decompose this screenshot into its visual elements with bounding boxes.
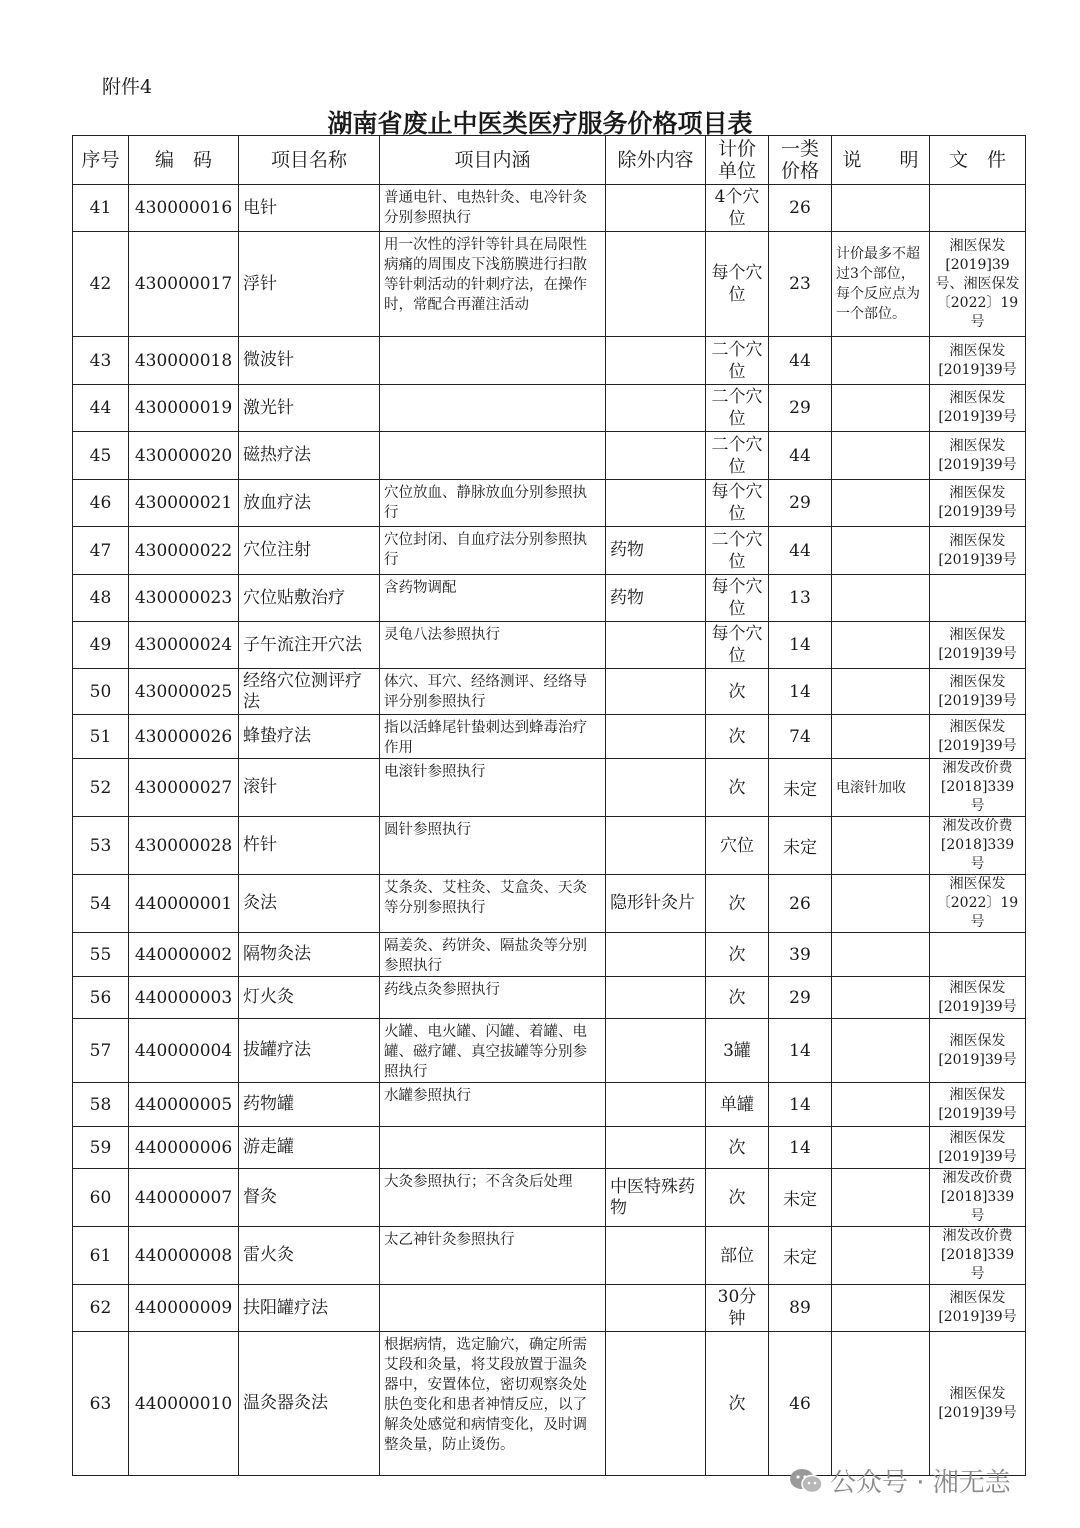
- table-row: [73, 817, 1026, 875]
- cell-note: [832, 1019, 930, 1083]
- cell-excluded: [606, 1019, 706, 1083]
- cell-content: 穴位封闭、自血疗法分别参照执行: [380, 527, 606, 575]
- wechat-icon: [788, 1467, 824, 1495]
- cell-code: 440000004: [129, 1019, 239, 1083]
- cell-doc: [930, 185, 1026, 232]
- cell-code: 430000023: [129, 575, 239, 622]
- cell-content: 太乙神针灸参照执行: [380, 1227, 606, 1285]
- cell-name: 灸法: [239, 875, 380, 933]
- cell-name: 扶阳罐疗法: [239, 1285, 380, 1332]
- cell-idx: 58: [73, 1083, 129, 1127]
- cell-price: 44: [769, 432, 832, 480]
- cell-excluded: [606, 337, 706, 385]
- cell-doc: [930, 575, 1026, 622]
- table-row: [73, 977, 1026, 1019]
- cell-excluded: [606, 1332, 706, 1476]
- cell-doc: 湘医保发[2019]39号: [930, 527, 1026, 575]
- cell-unit: 次: [706, 1332, 769, 1476]
- cell-code: 430000022: [129, 527, 239, 575]
- cell-name: 磁热疗法: [239, 432, 380, 480]
- cell-doc: 湘医保发[2019]39号: [930, 977, 1026, 1019]
- cell-note: [832, 933, 930, 977]
- cell-note: [832, 622, 930, 669]
- cell-price: 29: [769, 480, 832, 527]
- cell-doc: 湘医保发[2019]39号: [930, 1285, 1026, 1332]
- cell-excluded: 药物: [606, 527, 706, 575]
- cell-content: 用一次性的浮针等针具在局限性病痛的周围皮下浅筋膜进行扫散等针刺活动的针刺疗法，在操作时，常配合再灌注活动: [380, 232, 606, 337]
- watermark-text: 公众号 · 湘无恙: [830, 1468, 1011, 1498]
- cell-price: 23: [769, 232, 832, 337]
- cell-price: 未定: [769, 759, 832, 817]
- cell-note: [832, 527, 930, 575]
- cell-price: 14: [769, 622, 832, 669]
- cell-idx: 57: [73, 1019, 129, 1083]
- cell-excluded: [606, 669, 706, 715]
- cell-code: 430000019: [129, 385, 239, 432]
- cell-unit: 次: [706, 1127, 769, 1169]
- watermark: [788, 1462, 1011, 1499]
- cell-name: 灯火灸: [239, 977, 380, 1019]
- cell-idx: 46: [73, 480, 129, 527]
- cell-doc: 湘医保发〔2022〕19号: [930, 875, 1026, 933]
- cell-note: [832, 575, 930, 622]
- cell-excluded: [606, 185, 706, 232]
- table-row: [73, 1169, 1026, 1227]
- table-row: [73, 480, 1026, 527]
- cell-code: 440000007: [129, 1169, 239, 1227]
- cell-doc: 湘医保发[2019]39号: [930, 1019, 1026, 1083]
- cell-code: 430000028: [129, 817, 239, 875]
- cell-content: 圆针参照执行: [380, 817, 606, 875]
- cell-price: 26: [769, 875, 832, 933]
- header-note: 说 明: [832, 136, 930, 185]
- table-row: [73, 669, 1026, 715]
- cell-code: 440000002: [129, 933, 239, 977]
- cell-code: 430000026: [129, 715, 239, 759]
- cell-content: [380, 385, 606, 432]
- cell-content: [380, 1285, 606, 1332]
- cell-content: 药线点灸参照执行: [380, 977, 606, 1019]
- cell-doc: 湘医保发[2019]39号、湘医保发〔2022〕19号: [930, 232, 1026, 337]
- cell-content: 大灸参照执行；不含灸后处理: [380, 1169, 606, 1227]
- header-doc: 文 件: [930, 136, 1026, 185]
- cell-idx: 49: [73, 622, 129, 669]
- cell-idx: 48: [73, 575, 129, 622]
- cell-note: [832, 875, 930, 933]
- cell-doc: 湘发改价费[2018]339号: [930, 1227, 1026, 1285]
- cell-excluded: 隐形针灸片: [606, 875, 706, 933]
- cell-idx: 54: [73, 875, 129, 933]
- cell-unit: 穴位: [706, 817, 769, 875]
- cell-content: 灵龟八法参照执行: [380, 622, 606, 669]
- cell-content: 水罐参照执行: [380, 1083, 606, 1127]
- cell-unit: 30分钟: [706, 1285, 769, 1332]
- cell-price: 39: [769, 933, 832, 977]
- cell-code: 430000027: [129, 759, 239, 817]
- cell-code: 440000009: [129, 1285, 239, 1332]
- cell-note: [832, 669, 930, 715]
- table-row: [73, 1127, 1026, 1169]
- table-row: [73, 432, 1026, 480]
- cell-excluded: [606, 385, 706, 432]
- table-row: [73, 337, 1026, 385]
- cell-name: 温灸器灸法: [239, 1332, 380, 1476]
- cell-content: 电滚针参照执行: [380, 759, 606, 817]
- cell-name: 放血疗法: [239, 480, 380, 527]
- cell-unit: 每个穴位: [706, 480, 769, 527]
- cell-unit: 次: [706, 715, 769, 759]
- cell-price: 14: [769, 1083, 832, 1127]
- cell-price: 74: [769, 715, 832, 759]
- cell-name: 杵针: [239, 817, 380, 875]
- cell-name: 滚针: [239, 759, 380, 817]
- cell-price: 29: [769, 977, 832, 1019]
- cell-name: 激光针: [239, 385, 380, 432]
- table-row: [73, 1332, 1026, 1476]
- header-code: 编 码: [129, 136, 239, 185]
- cell-name: 浮针: [239, 232, 380, 337]
- cell-note: 电滚针加收: [832, 759, 930, 817]
- cell-unit: 次: [706, 977, 769, 1019]
- cell-unit: 4个穴位: [706, 185, 769, 232]
- cell-price: 未定: [769, 817, 832, 875]
- table-row: [73, 385, 1026, 432]
- cell-code: 440000005: [129, 1083, 239, 1127]
- cell-name: 经络穴位测评疗法: [239, 669, 380, 715]
- page-title: 湖南省废止中医类医疗服务价格项目表: [327, 109, 753, 138]
- cell-unit: 次: [706, 669, 769, 715]
- cell-idx: 42: [73, 232, 129, 337]
- header-excluded: 除外内容: [606, 136, 706, 185]
- header-content: 项目内涵: [380, 136, 606, 185]
- cell-doc: 湘医保发[2019]39号: [930, 669, 1026, 715]
- cell-price: 13: [769, 575, 832, 622]
- cell-price: 14: [769, 1127, 832, 1169]
- cell-doc: 湘医保发[2019]39号: [930, 1083, 1026, 1127]
- cell-code: 430000021: [129, 480, 239, 527]
- cell-excluded: [606, 232, 706, 337]
- cell-note: [832, 1285, 930, 1332]
- cell-idx: 41: [73, 185, 129, 232]
- table-row: [73, 759, 1026, 817]
- cell-doc: 湘发改价费[2018]339号: [930, 759, 1026, 817]
- cell-unit: 部位: [706, 1227, 769, 1285]
- cell-content: 穴位放血、静脉放血分别参照执行: [380, 480, 606, 527]
- price-table: [72, 135, 1026, 1476]
- cell-unit: 次: [706, 933, 769, 977]
- cell-excluded: [606, 1227, 706, 1285]
- cell-excluded: [606, 1127, 706, 1169]
- cell-note: [832, 1332, 930, 1476]
- cell-name: 督灸: [239, 1169, 380, 1227]
- cell-note: [832, 185, 930, 232]
- cell-price: 26: [769, 185, 832, 232]
- cell-idx: 50: [73, 669, 129, 715]
- cell-idx: 56: [73, 977, 129, 1019]
- cell-note: 计价最多不超过3个部位，每个反应点为一个部位。: [832, 232, 930, 337]
- table-row: [73, 933, 1026, 977]
- cell-name: 子午流注开穴法: [239, 622, 380, 669]
- cell-doc: 湘医保发[2019]39号: [930, 432, 1026, 480]
- cell-idx: 60: [73, 1169, 129, 1227]
- cell-doc: 湘医保发[2019]39号: [930, 385, 1026, 432]
- cell-excluded: [606, 977, 706, 1019]
- table-row: [73, 1285, 1026, 1332]
- cell-code: 430000025: [129, 669, 239, 715]
- header-idx: 序号: [73, 136, 129, 185]
- attachment-label: 附件4: [102, 76, 153, 98]
- cell-name: 穴位贴敷治疗: [239, 575, 380, 622]
- cell-idx: 62: [73, 1285, 129, 1332]
- cell-note: [832, 1083, 930, 1127]
- cell-content: 隔姜灸、药饼灸、隔盐灸等分别参照执行: [380, 933, 606, 977]
- cell-price: 89: [769, 1285, 832, 1332]
- table-row: [73, 1083, 1026, 1127]
- cell-idx: 47: [73, 527, 129, 575]
- cell-note: [832, 715, 930, 759]
- table-row: [73, 622, 1026, 669]
- cell-unit: 次: [706, 1169, 769, 1227]
- cell-doc: 湘发改价费[2018]339号: [930, 817, 1026, 875]
- cell-content: 根据病情，选定腧穴，确定所需艾段和灸量，将艾段放置于温灸器中，安置体位，密切观察灸处肤色变化和患者神情反应，以了解灸处感觉和病情变化，及时调整灸量，防止烫伤。: [380, 1332, 606, 1476]
- table-row: [73, 875, 1026, 933]
- cell-code: 440000001: [129, 875, 239, 933]
- header-row: [73, 136, 1026, 185]
- cell-excluded: [606, 432, 706, 480]
- cell-doc: 湘医保发[2019]39号: [930, 715, 1026, 759]
- cell-unit: 每个穴位: [706, 232, 769, 337]
- cell-note: [832, 817, 930, 875]
- cell-name: 电针: [239, 185, 380, 232]
- cell-name: 蜂蛰疗法: [239, 715, 380, 759]
- cell-idx: 44: [73, 385, 129, 432]
- cell-note: [832, 385, 930, 432]
- cell-unit: 3罐: [706, 1019, 769, 1083]
- cell-unit: 单罐: [706, 1083, 769, 1127]
- table-row: [73, 715, 1026, 759]
- cell-doc: 湘医保发[2019]39号: [930, 1127, 1026, 1169]
- cell-unit: 二个穴位: [706, 432, 769, 480]
- cell-name: 拔罐疗法: [239, 1019, 380, 1083]
- cell-excluded: [606, 480, 706, 527]
- cell-content: 普通电针、电热针灸、电冷针灸分别参照执行: [380, 185, 606, 232]
- cell-note: [832, 432, 930, 480]
- cell-unit: 每个穴位: [706, 575, 769, 622]
- cell-unit: 次: [706, 759, 769, 817]
- cell-code: 430000024: [129, 622, 239, 669]
- cell-code: 440000008: [129, 1227, 239, 1285]
- cell-idx: 59: [73, 1127, 129, 1169]
- header-name: 项目名称: [239, 136, 380, 185]
- cell-idx: 52: [73, 759, 129, 817]
- cell-price: 44: [769, 527, 832, 575]
- cell-name: 穴位注射: [239, 527, 380, 575]
- cell-name: 药物罐: [239, 1083, 380, 1127]
- cell-code: 430000018: [129, 337, 239, 385]
- cell-code: 440000010: [129, 1332, 239, 1476]
- cell-idx: 45: [73, 432, 129, 480]
- cell-code: 440000006: [129, 1127, 239, 1169]
- cell-price: 29: [769, 385, 832, 432]
- table-row: [73, 527, 1026, 575]
- header-unit: 计价单位: [706, 136, 769, 185]
- cell-code: 430000016: [129, 185, 239, 232]
- cell-note: [832, 977, 930, 1019]
- cell-content: 艾条灸、艾柱灸、艾盒灸、天灸等分别参照执行: [380, 875, 606, 933]
- cell-unit: 二个穴位: [706, 385, 769, 432]
- cell-excluded: [606, 622, 706, 669]
- cell-content: 体穴、耳穴、经络测评、经络导评分别参照执行: [380, 669, 606, 715]
- cell-idx: 61: [73, 1227, 129, 1285]
- cell-doc: 湘医保发[2019]39号: [930, 1332, 1026, 1476]
- cell-price: 44: [769, 337, 832, 385]
- cell-content: [380, 432, 606, 480]
- cell-code: 430000020: [129, 432, 239, 480]
- cell-unit: 次: [706, 875, 769, 933]
- cell-note: [832, 1227, 930, 1285]
- header-price: 一类价格: [769, 136, 832, 185]
- table-row: [73, 1019, 1026, 1083]
- cell-price: 14: [769, 1019, 832, 1083]
- cell-code: 430000017: [129, 232, 239, 337]
- cell-content: 指以活蜂尾针蛰刺达到蜂毒治疗作用: [380, 715, 606, 759]
- cell-excluded: [606, 817, 706, 875]
- cell-unit: 每个穴位: [706, 622, 769, 669]
- cell-content: [380, 337, 606, 385]
- cell-name: 雷火灸: [239, 1227, 380, 1285]
- cell-content: 火罐、电火罐、闪罐、着罐、电罐、磁疗罐、真空拔罐等分别参照执行: [380, 1019, 606, 1083]
- cell-price: 14: [769, 669, 832, 715]
- cell-excluded: [606, 933, 706, 977]
- cell-excluded: [606, 759, 706, 817]
- table-row: [73, 232, 1026, 337]
- cell-note: [832, 480, 930, 527]
- cell-name: 微波针: [239, 337, 380, 385]
- cell-doc: [930, 933, 1026, 977]
- cell-idx: 51: [73, 715, 129, 759]
- cell-content: 含药物调配: [380, 575, 606, 622]
- cell-excluded: 药物: [606, 575, 706, 622]
- cell-doc: 湘医保发[2019]39号: [930, 480, 1026, 527]
- table-row: [73, 575, 1026, 622]
- cell-code: 440000003: [129, 977, 239, 1019]
- cell-name: 游走罐: [239, 1127, 380, 1169]
- cell-note: [832, 337, 930, 385]
- cell-excluded: [606, 1285, 706, 1332]
- cell-excluded: [606, 715, 706, 759]
- cell-idx: 55: [73, 933, 129, 977]
- table-row: [73, 1227, 1026, 1285]
- cell-note: [832, 1127, 930, 1169]
- cell-idx: 43: [73, 337, 129, 385]
- table-row: [73, 185, 1026, 232]
- cell-excluded: 中医特殊药物: [606, 1169, 706, 1227]
- cell-price: 未定: [769, 1227, 832, 1285]
- cell-idx: 63: [73, 1332, 129, 1476]
- cell-content: [380, 1127, 606, 1169]
- cell-doc: 湘医保发[2019]39号: [930, 622, 1026, 669]
- cell-excluded: [606, 1083, 706, 1127]
- cell-name: 隔物灸法: [239, 933, 380, 977]
- cell-unit: 二个穴位: [706, 337, 769, 385]
- cell-unit: 二个穴位: [706, 527, 769, 575]
- cell-price: 46: [769, 1332, 832, 1476]
- cell-note: [832, 1169, 930, 1227]
- cell-doc: 湘发改价费[2018]339号: [930, 1169, 1026, 1227]
- cell-price: 未定: [769, 1169, 832, 1227]
- cell-idx: 53: [73, 817, 129, 875]
- cell-doc: 湘医保发[2019]39号: [930, 337, 1026, 385]
